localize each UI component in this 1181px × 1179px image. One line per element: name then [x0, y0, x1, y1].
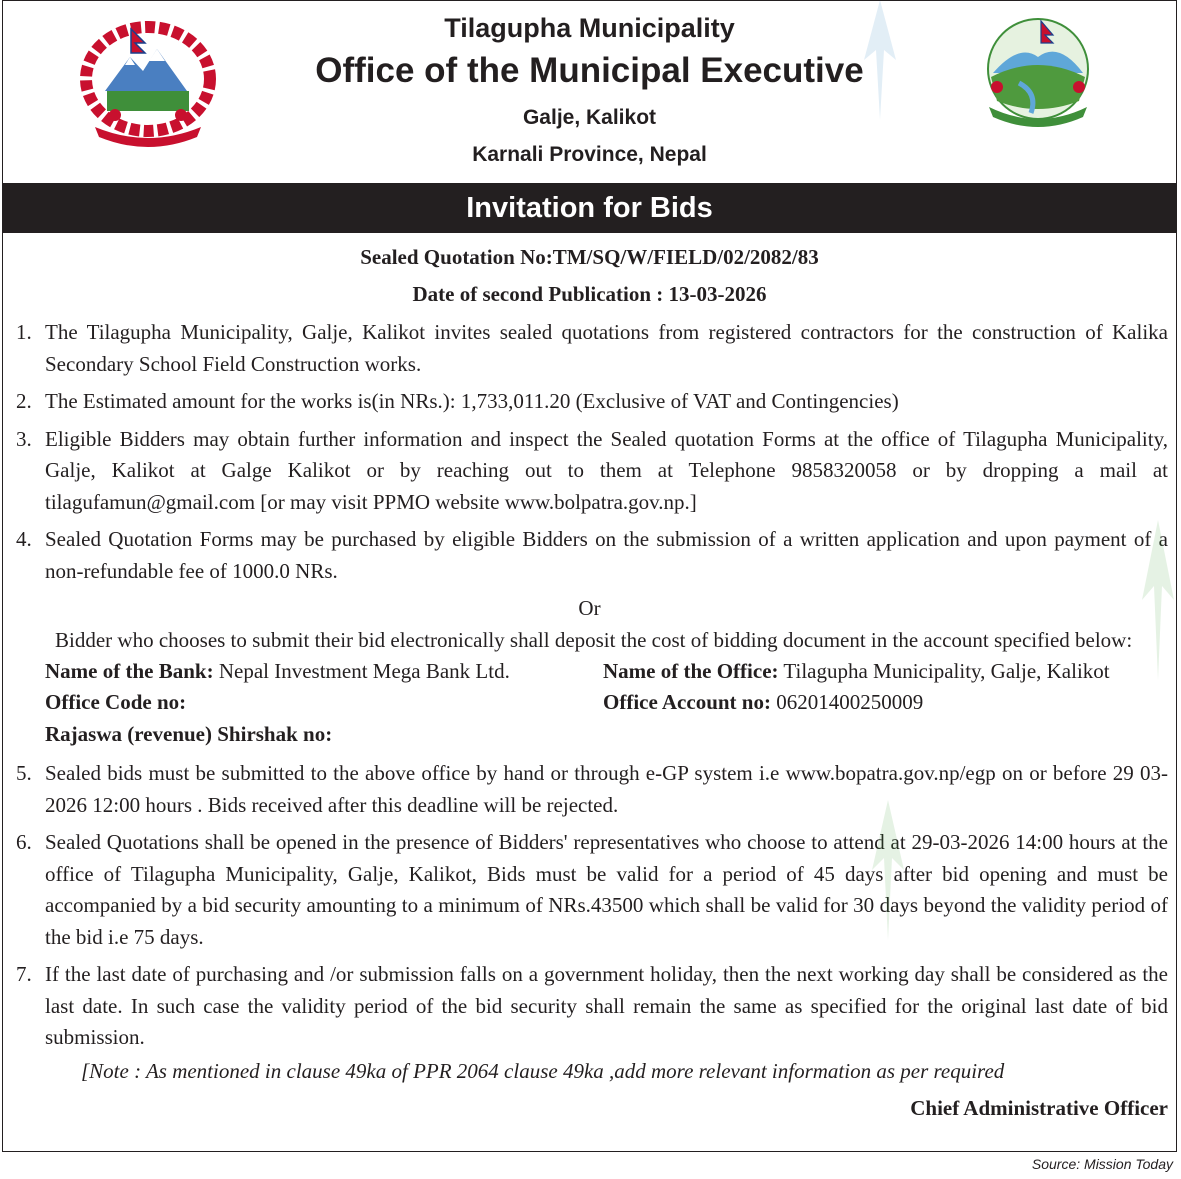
list-item [3, 424, 1176, 519]
list-item [3, 959, 1176, 1054]
notice-header [3, 1, 1176, 183]
item-text: If the last date of purchasing and /or submission falls on a government holiday, then the next working day shall be considered as the last date. In such case the validity period of the bid security shall remain the same as specified for the original last date of bid submission. [45, 962, 1168, 1049]
list-item [3, 827, 1176, 953]
municipality-name: Tilagupha Municipality [444, 13, 735, 43]
office-name-value: Tilagupha Municipality, Galje, Kalikot [783, 659, 1110, 683]
address-line-1: Galje, Kalikot [522, 106, 657, 129]
item-number: 5. [16, 761, 32, 785]
item-number: 1. [16, 320, 32, 344]
quotation-number: Sealed Quotation No:TM/SQ/W/FIELD/02/2082/83 [360, 245, 819, 269]
rajaswa-label: Rajaswa (revenue) Shirshak no: [45, 722, 333, 746]
note-text: [Note : As mentioned in clause 49ka of PPR 2064 clause 49ka ,add more relevant information as per required [81, 1058, 1005, 1083]
item-number: 7. [16, 962, 32, 986]
list-item [3, 317, 1176, 380]
signatory-title: Chief Administrative Officer [910, 1096, 1168, 1120]
bank-name-row [45, 656, 510, 688]
account-value: 06201400250009 [776, 690, 924, 714]
office-name: Office of the Municipal Executive [315, 51, 864, 90]
or-separator: Or [578, 596, 601, 620]
item-number: 6. [16, 830, 32, 854]
bank-name-value: Nepal Investment Mega Bank Ltd. [218, 659, 510, 683]
title-banner: Invitation for Bids [3, 183, 1176, 233]
item-text: Sealed Quotations shall be opened in the presence of Bidders' representatives who choose to attend at 29-03-2026 14:00 hours at the office of Tilagupha Municipality, Galje, Kalikot, Bids must be valid for a period of 45 days after bid opening and must be accompanied by a bid security amounting to a minimum of NRs.43500 which shall be valid for 30 days beyond the validity period of the bid i.e 75 days. [45, 830, 1168, 949]
source-credit: Source: Mission Today [1031, 1156, 1173, 1172]
office-name-row [603, 656, 1110, 688]
rajaswa-row [45, 719, 332, 751]
bank-name-label: Name of the Bank: [45, 659, 214, 683]
publication-date: Date of second Publication : 13-03-2026 [412, 282, 767, 306]
item-text: Eligible Bidders may obtain further information and inspect the Sealed quotation Forms at the office of Tilagupha Municipality, Galje, Kalikot at Galge Kalikot or by reaching out to them at Telephone 9858320058 or by dropping a mail at tilagufamun@gmail.com [or may visit PPMO website www.bolpatra.gov.np.] [45, 426, 1168, 514]
notice-frame [2, 0, 1177, 1152]
list-item [3, 524, 1176, 587]
item-text: The Tilagupha Municipality, Galje, Kalikot invites sealed quotations from registered contractors for the construction of Kalika Secondary School Field Construction works. [45, 320, 1168, 376]
office-code-row [45, 687, 186, 719]
item-number: 4. [16, 527, 32, 551]
item-text: Sealed bids must be submitted to the above office by hand or through e-GP system i.e www.bopatra.gov.np/egp on or before 29 03-2026 12:00 hours . Bids received after this deadline will be rejected. [45, 761, 1168, 817]
notice-body [3, 317, 1176, 1125]
office-name-label: Name of the Office: [603, 659, 779, 683]
account-label: Office Account no: [603, 690, 771, 714]
item-number: 3. [16, 426, 32, 451]
item-text: The Estimated amount for the works is(in NRs.): 1,733,011.20 (Exclusive of VAT and Contingencies) [45, 389, 899, 413]
list-item [3, 386, 1176, 418]
office-code-label: Office Code no: [45, 690, 187, 714]
address-line-2: Karnali Province, Nepal [472, 143, 707, 166]
account-row [603, 687, 923, 719]
electronic-bid-paragraph: Bidder who chooses to submit their bid electronically shall deposit the cost of bidding document in the account specified below: [55, 627, 1133, 652]
item-text: Sealed Quotation Forms may be purchased by eligible Bidders on the submission of a written application and upon payment of a non-refundable fee of 1000.0 NRs. [45, 527, 1168, 583]
item-number: 2. [16, 389, 32, 413]
list-item [3, 758, 1176, 821]
bank-details [3, 656, 1176, 752]
